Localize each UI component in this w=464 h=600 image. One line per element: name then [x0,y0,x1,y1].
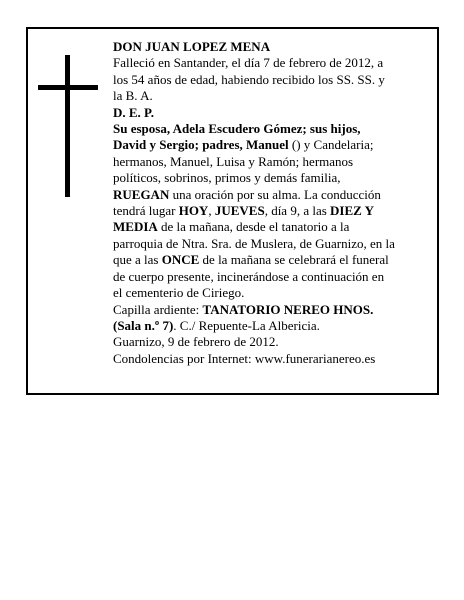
condolences-line: Condolencias por Internet: www.funerarianereo.es [113,350,376,366]
cross-icon [38,55,98,197]
rest-in-peace: D. E. P. [113,104,155,120]
funeral-request: RUEGAN una oración por su alma. La conducción tendrá lugar HOY, JUEVES, día 9, a las DIEZ Y MEDIA de la mañana, desde el tanatorio a la parroquia de Ntra. Sra. de Muslera, de Guarnizo, en la que a las ONCE de la mañana se celebrará el funeral de cuerpo presente, incinerándose a continuación en el cementerio de Ciriego. [113,186,395,301]
deceased-name: DON JUAN LOPEZ MENA [113,39,271,54]
chapel-info: Capilla ardiente: TANATORIO NEREO HNOS. (Sala n.º 7). C./ Repuente-La Albericia. [113,301,374,333]
obituary-text [113,39,395,367]
place-date: Guarnizo, 9 de febrero de 2012. [113,334,279,350]
death-details: Falleció en Santander, el día 7 de febrero de 2012, a los 54 años de edad, habiendo recibido los SS. SS. y la B. A. [113,55,385,104]
family-list: Su esposa, Adela Escudero Gómez; sus hijos, David y Sergio; padres, Manuel () y Candelaria; hermanos, Manuel, Luisa y Ramón; hermanos políticos, sobrinos, primos y demás familia, [113,121,374,186]
